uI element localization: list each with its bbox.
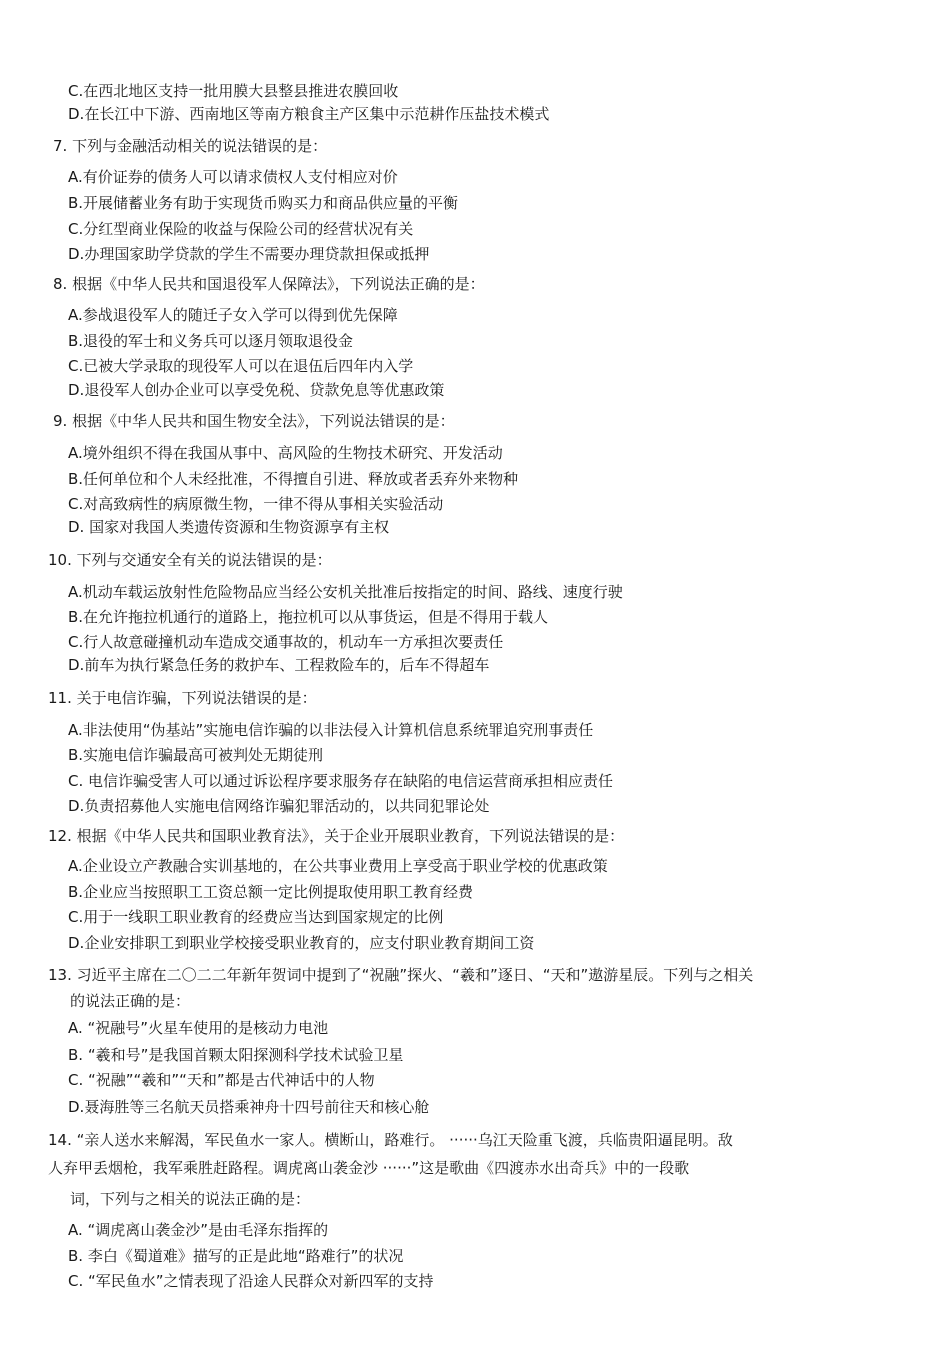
- q10-option-a: A.机动车载运放射性危险物品应当经公安机关批准后按指定的时间、路线、速度行驶: [68, 583, 623, 601]
- q11-option-b: B.实施电信诈骗最高可被判处无期徒刑: [68, 746, 324, 764]
- q12-option-c: C.用于一线职工职业教育的经费应当达到国家规定的比例: [68, 908, 444, 926]
- q12-option-b: B.企业应当按照职工工资总额一定比例提取使用职工教育经费: [68, 883, 474, 901]
- question-10: 10. 下列与交通安全有关的说法错误的是：: [48, 551, 332, 569]
- q9-option-a: A.境外组织不得在我国从事中、高风险的生物技术研究、开发活动: [68, 444, 503, 462]
- q8-option-d: D.退役军人创办企业可以享受免税、贷款免息等优惠政策: [68, 381, 445, 399]
- question-14: 14. “亲人送水来解渴，军民鱼水一家人。横断山，路难行。 ······乌江天险重飞渡，兵临贵阳逼昆明。敌: [48, 1131, 733, 1149]
- question-14-cont-1: 人弃甲丢烟枪，我军乘胜赶路程。调虎离山袭金沙 ······”这是歌曲《四渡赤水出奇兵》中的一段歌: [48, 1159, 690, 1177]
- q14-option-b: B. 李白《蜀道难》描写的正是此地“路难行”的状况: [68, 1247, 404, 1265]
- q12-option-d: D.企业安排职工到职业学校接受职业教育的，应支付职业教育期间工资: [68, 934, 535, 952]
- question-13-cont: 的说法正确的是：: [70, 992, 191, 1010]
- q11-option-d: D.负责招募他人实施电信网络诈骗犯罪活动的，以共同犯罪论处: [68, 797, 490, 815]
- q11-option-c: C. 电信诈骗受害人可以通过诉讼程序要求服务存在缺陷的电信运营商承担相应责任: [68, 772, 614, 790]
- q12-option-a: A.企业设立产教融合实训基地的，在公共事业费用上享受高于职业学校的优惠政策: [68, 857, 608, 875]
- q13-option-a: A. “祝融号”火星车使用的是核动力电池: [68, 1019, 329, 1037]
- q10-option-d: D.前车为执行紧急任务的救护车、工程救险车的，后车不得超车: [68, 656, 490, 674]
- question-9: 9. 根据《中华人民共和国生物安全法》，下列说法错误的是：: [53, 412, 455, 430]
- question-11: 11. 关于电信诈骗，下列说法错误的是：: [48, 689, 317, 707]
- q10-option-c: C.行人故意碰撞机动车造成交通事故的，机动车一方承担次要责任: [68, 633, 504, 651]
- question-7: 7. 下列与金融活动相关的说法错误的是：: [53, 137, 328, 155]
- q7-option-a: A.有价证券的债务人可以请求债权人支付相应对价: [68, 168, 398, 186]
- question-13: 13. 习近平主席在二〇二二年新年贺词中提到了“祝融”探火、“羲和”逐日、“天和”遨游星辰。下列与之相关: [48, 966, 754, 984]
- q13-option-d: D.聂海胜等三名航天员搭乘神舟十四号前往天和核心舱: [68, 1098, 430, 1116]
- question-14-cont-2: 词，下列与之相关的说法正确的是：: [70, 1190, 311, 1208]
- q8-option-b: B.退役的军士和义务兵可以逐月领取退役金: [68, 332, 354, 350]
- q9-option-b: B.任何单位和个人未经批准，不得擅自引进、释放或者丢弃外来物种: [68, 470, 519, 488]
- q11-option-a: A.非法使用“伪基站”实施电信诈骗的以非法侵入计算机信息系统罪追究刑事责任: [68, 721, 594, 739]
- q8-option-c: C.已被大学录取的现役军人可以在退伍后四年内入学: [68, 357, 414, 375]
- q8-option-a: A.参战退役军人的随迁子女入学可以得到优先保障: [68, 306, 398, 324]
- q13-option-b: B. “羲和号”是我国首颗太阳探测科学技术试验卫星: [68, 1046, 404, 1064]
- q7-option-d: D.办理国家助学贷款的学生不需要办理贷款担保或抵押: [68, 245, 430, 263]
- q6-option-c: C.在西北地区支持一批用膜大县整县推进农膜回收: [68, 82, 399, 100]
- q7-option-c: C.分红型商业保险的收益与保险公司的经营状况有关: [68, 220, 414, 238]
- question-12: 12. 根据《中华人民共和国职业教育法》，关于企业开展职业教育，下列说法错误的是：: [48, 827, 625, 845]
- question-8: 8. 根据《中华人民共和国退役军人保障法》，下列说法正确的是：: [53, 275, 485, 293]
- q10-option-b: B.在允许拖拉机通行的道路上，拖拉机可以从事货运，但是不得用于载人: [68, 608, 549, 626]
- q14-option-a: A. “调虎离山袭金沙”是由毛泽东指挥的: [68, 1221, 329, 1239]
- q7-option-b: B.开展储蓄业务有助于实现货币购买力和商品供应量的平衡: [68, 194, 459, 212]
- q13-option-c: C. “祝融”“羲和”“天和”都是古代神话中的人物: [68, 1071, 375, 1089]
- q6-option-d: D.在长江中下游、西南地区等南方粮食主产区集中示范耕作压盐技术模式: [68, 105, 550, 123]
- q9-option-d: D. 国家对我国人类遗传资源和生物资源享有主权: [68, 518, 390, 536]
- q9-option-c: C.对高致病性的病原微生物，一律不得从事相关实验活动: [68, 495, 444, 513]
- q14-option-c: C. “军民鱼水”之情表现了沿途人民群众对新四军的支持: [68, 1272, 434, 1290]
